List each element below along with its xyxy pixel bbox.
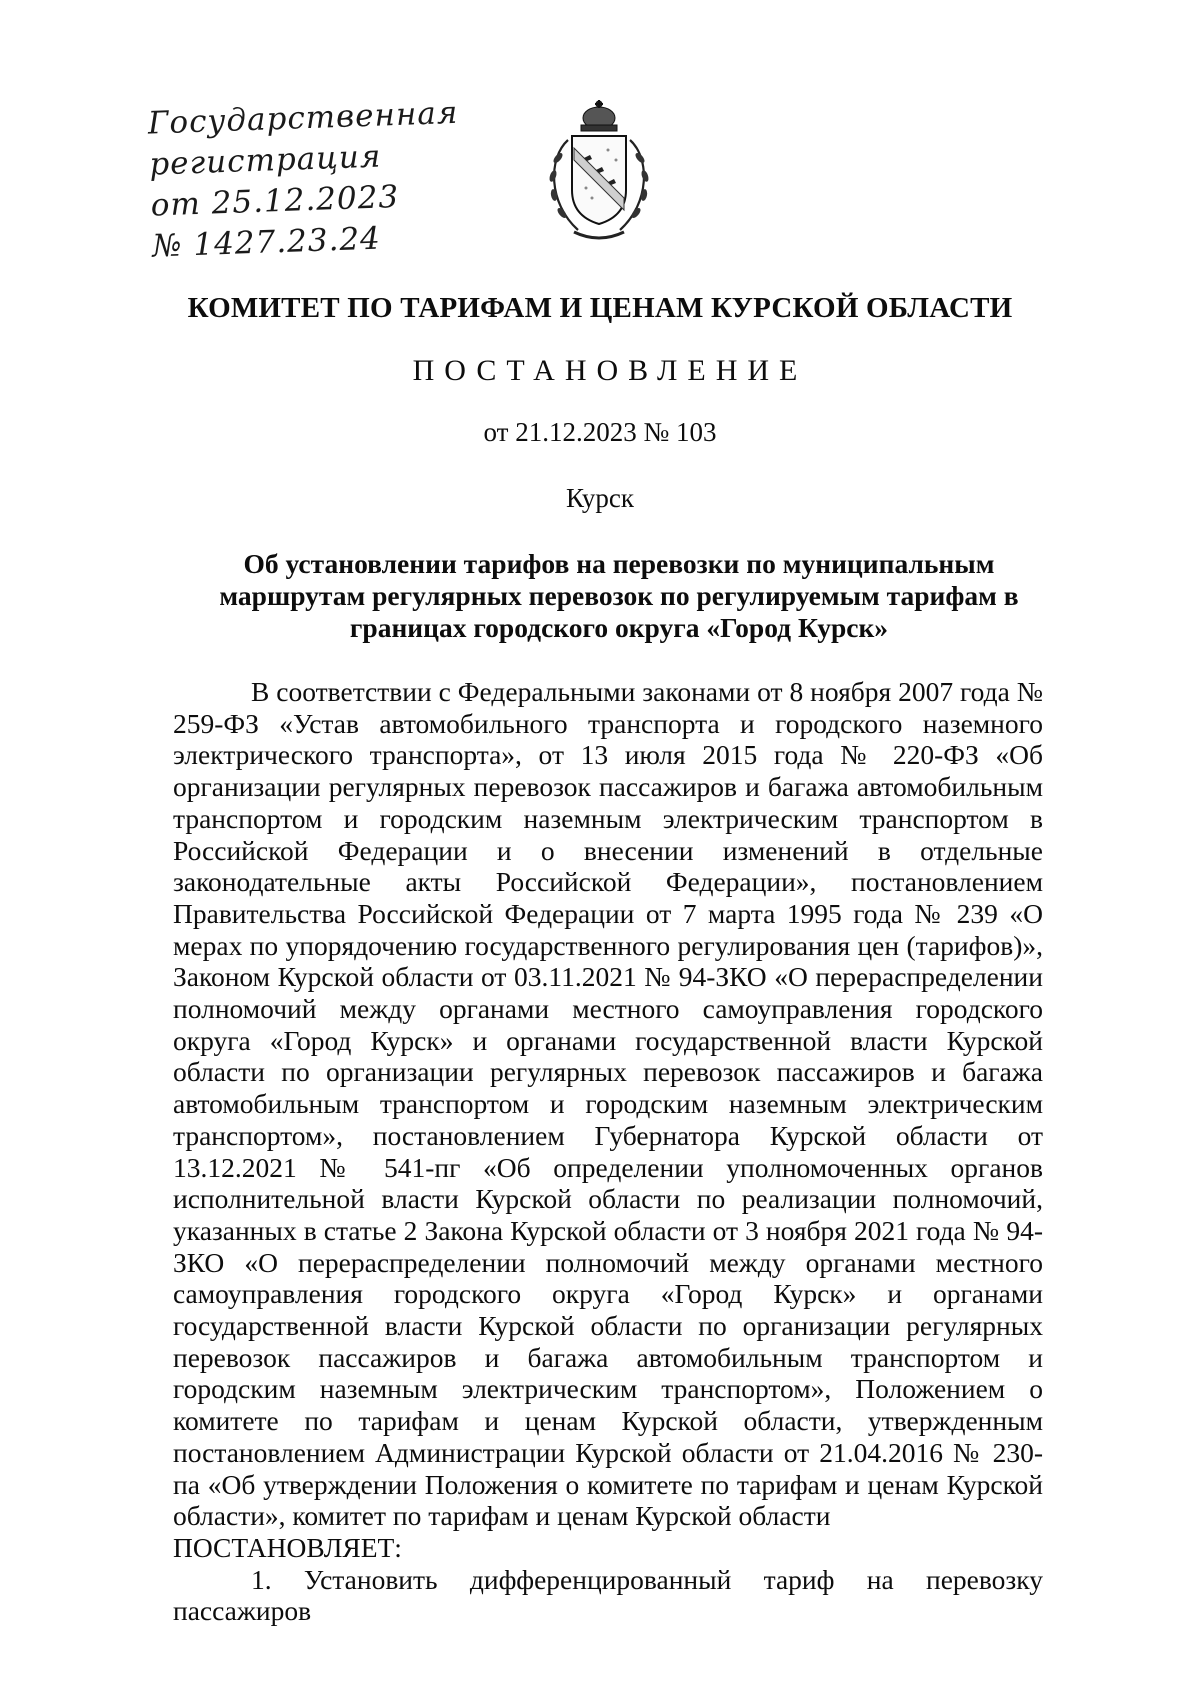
registration-line-2: регистрация xyxy=(148,138,382,183)
preamble-paragraph: В соответствии с Федеральными законами от 8 ноября 2007 года № 259-ФЗ «Устав автомобильного транспорта и городского наземного электрического транспорта», от 13 июля 2015 года № 220-ФЗ «Об организации регулярных перевозок пассажиров и багажа автомобильным транспортом и городским наземным электрическим транспортом в Российской Федерации и о внесении изменений в отдельные законодательные акты Российской Федерации», постановлением Правительства Российской Федерации от 7 марта 1995 года № 239 «О мерах по упорядочению государственного регулирования цен (тарифов)», Законом Курской области от 03.11.2021 № 94-ЗКО «О перераспределении полномочий между органами местного самоуправления городского округа «Город Курск» и органами государственной власти Курской области по организации регулярных перевозок пассажиров и багажа автомобильным транспортом и городским наземным электрическим транспортом», постановлением Губернатора Курской области от 13.12.2021 № 541-пг «Об определении уполномоченных органов исполнительной власти Курской области по реализации полномочий, указанных в статье 2 Закона Курской области от 3 ноября 2021 года № 94-ЗКО «О перераспределении полномочий между органами местного самоуправления городского округа «Город Курск» и органами государственной власти Курской области по организации регулярных перевозок пассажиров и багажа автомобильным транспортом и городским наземным электрическим транспортом», Положением о комитете по тарифам и ценам Курской области, утвержденным постановлением Администрации Курской области от 21.04.2016 № 230-па «Об утверждении Положения о комитете по тарифам и ценам Курской области», комитет по тарифам и ценам Курской области xyxy=(173,676,1043,1532)
resolves-heading: ПОСТАНОВЛЯЕТ: xyxy=(173,1531,402,1563)
issuing-authority: КОМИТЕТ ПО ТАРИФАМ И ЦЕНАМ КУРСКОЙ ОБЛАСТИ xyxy=(187,292,1013,324)
registration-stamp-handwritten xyxy=(147,92,473,267)
document-city: Курск xyxy=(565,483,635,513)
kursk-coat-of-arms-icon xyxy=(538,98,660,244)
registration-line-1: Государственная xyxy=(147,94,459,142)
item-1-paragraph: 1. Установить дифференцированный тариф на перевозку пассажиров xyxy=(173,1563,1043,1627)
registration-date: от 25.12.2023 xyxy=(150,178,400,224)
registration-number: № 1427.23.24 xyxy=(151,220,382,265)
document-body xyxy=(173,676,1043,1627)
document-type: ПОСТАНОВЛЕНИЕ xyxy=(412,354,808,387)
document-subject: Об установлении тарифов на перевозки по муниципальным маршрутам регулярных перевозок по регулируемым тарифам в границах городского округа «Город Курск» xyxy=(219,548,1019,643)
document-date-number: от 21.12.2023 № 103 xyxy=(483,417,717,447)
